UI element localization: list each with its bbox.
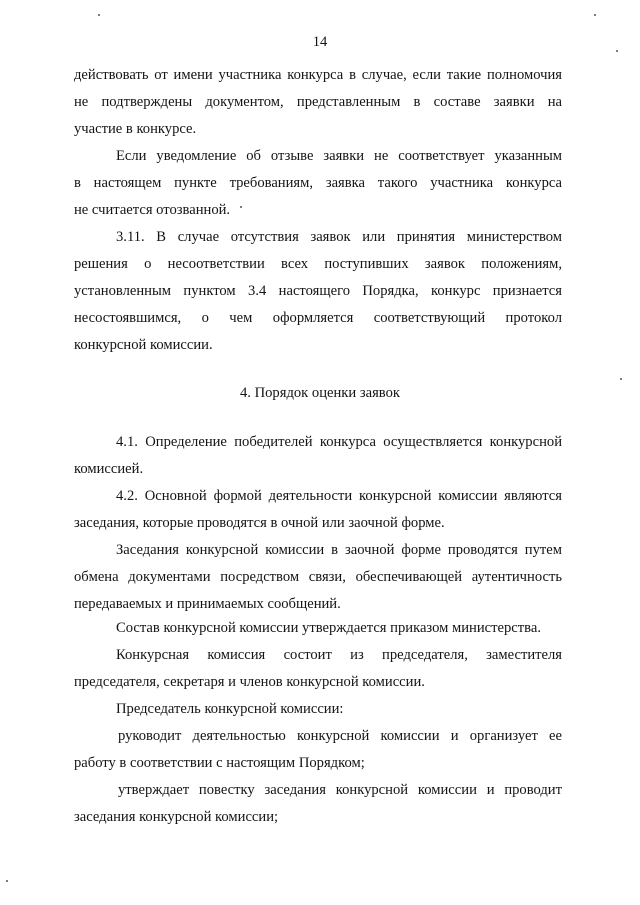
text-line: Председатель конкурсной комиссии: (116, 701, 344, 717)
scan-speck (594, 14, 596, 16)
text-line: конкурсной комиссии. (74, 337, 213, 353)
scan-speck (620, 378, 622, 380)
text-line: руководит деятельностью конкурсной комиссии и организует ее (118, 728, 562, 744)
text-line: установленным пунктом 3.4 настоящего Порядка, конкурс признается (74, 283, 562, 299)
scan-speck (240, 206, 242, 208)
text-line: 4.2. Основной формой деятельности конкурсной комиссии являются (116, 488, 562, 504)
text-line: заседания конкурсной комиссии; (74, 809, 279, 825)
text-line: решения о несоответствии всех поступивших заявок положениям, (74, 256, 562, 272)
text-line: 4.1. Определение победителей конкурса осуществляется конкурсной (116, 434, 562, 450)
scan-speck (6, 880, 8, 882)
text-line: Состав конкурсной комиссии утверждается приказом министерства. (116, 620, 541, 636)
text-line: работу в соответствии с настоящим Порядком; (74, 755, 365, 771)
text-line: председателя, секретаря и членов конкурсной комиссии. (74, 674, 425, 690)
text-line: не считается отозванной. (74, 202, 231, 218)
text-line: участие в конкурсе. (74, 121, 197, 137)
section-heading: 4. Порядок оценки заявок (240, 385, 400, 401)
page-number: 14 (312, 34, 328, 50)
text-line: передаваемых и принимаемых сообщений. (74, 596, 341, 612)
text-line: обмена документами посредством связи, обеспечивающей аутентичность (74, 569, 562, 585)
text-line: несостоявшимся, о чем оформляется соответствующий протокол (74, 310, 562, 326)
text-line: не подтверждены документом, представленным в составе заявки на (74, 94, 562, 110)
text-line: комиссией. (74, 461, 144, 477)
text-line: Если уведомление об отзыве заявки не соответствует указанным (116, 148, 562, 164)
text-line: Заседания конкурсной комиссии в заочной форме проводятся путем (116, 542, 562, 558)
text-line: в настоящем пункте требованиям, заявка такого участника конкурса (74, 175, 562, 191)
text-line: действовать от имени участника конкурса в случае, если такие полномочия (74, 67, 562, 83)
text-line: утверждает повестку заседания конкурсной комиссии и проводит (118, 782, 562, 798)
text-line: 3.11. В случае отсутствия заявок или принятия министерством (116, 229, 562, 245)
text-line: заседания, которые проводятся в очной или заочной форме. (74, 515, 445, 531)
text-line: Конкурсная комиссия состоит из председателя, заместителя (116, 647, 562, 663)
scan-speck (98, 14, 100, 16)
scan-speck (616, 50, 618, 52)
